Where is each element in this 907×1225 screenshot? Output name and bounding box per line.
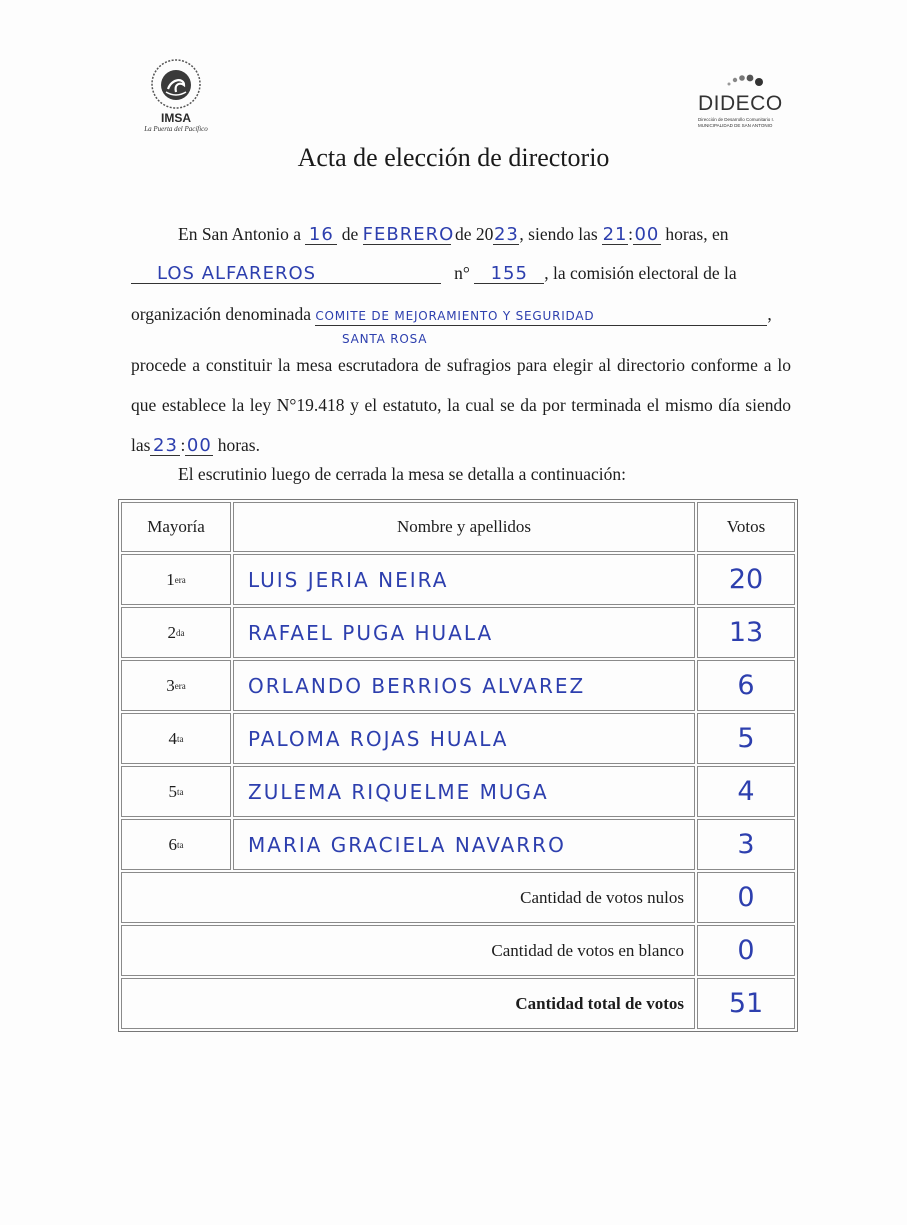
summary-value[interactable]: 0 <box>697 872 795 923</box>
candidate-name-cell[interactable]: ORLANDO BERRIOS ALVAREZ <box>233 660 695 711</box>
imsa-logo <box>128 58 224 138</box>
form-line-2: LOS ALFAREROS n° 155 , la comisión electoral de la <box>131 263 791 284</box>
header-name: Nombre y apellidos <box>233 502 695 552</box>
candidate-name-cell[interactable]: LUIS JERIA NEIRA <box>233 554 695 605</box>
votes-cell[interactable]: 3 <box>697 819 795 870</box>
organization-name-line-2: SANTA ROSA <box>342 332 428 346</box>
header-votes: Votos <box>697 502 795 552</box>
dideco-logo-name: DIDECO <box>698 92 783 115</box>
street-field[interactable]: LOS ALFAREROS <box>131 264 441 284</box>
dideco-dots-icon <box>725 72 765 92</box>
month-field[interactable]: FEBRERO <box>362 224 455 245</box>
votes-cell[interactable]: 6 <box>697 660 795 711</box>
candidate-name-cell[interactable]: RAFAEL PUGA HUALA <box>233 607 695 658</box>
candidate-name-cell[interactable]: PALOMA ROJAS HUALA <box>233 713 695 764</box>
summary-value[interactable]: 51 <box>697 978 795 1029</box>
summary-label: Cantidad total de votos <box>121 978 695 1029</box>
candidate-name-cell[interactable]: ZULEMA RIQUELME MUGA <box>233 766 695 817</box>
summary-value[interactable]: 0 <box>697 925 795 976</box>
imsa-logo-name: IMSA <box>161 111 191 125</box>
header-rank: Mayoría <box>121 502 231 552</box>
table-intro: El escrutinio luego de cerrada la mesa se detalla a continuación: <box>178 464 627 484</box>
year-field[interactable]: 23 <box>493 224 519 245</box>
end-hour-field[interactable]: 23 <box>150 436 180 456</box>
document-title: Acta de elección de directorio <box>297 143 610 172</box>
end-minute-field[interactable]: 00 <box>186 435 212 456</box>
rank-cell: 4 ta <box>121 713 231 764</box>
votes-cell[interactable]: 13 <box>697 607 795 658</box>
form-line-3: organización denominada COMITE DE MEJORAMIENTO Y SEGURIDAD , <box>131 304 772 324</box>
candidate-name-cell[interactable]: MARIA GRACIELA NAVARRO <box>233 819 695 870</box>
rank-cell: 2 da <box>121 607 231 658</box>
rank-cell: 3 era <box>121 660 231 711</box>
results-table <box>118 499 798 1032</box>
rank-cell: 5 ta <box>121 766 231 817</box>
dideco-logo-subtitle: Dirección de Desarrollo Comunitario I. MUNICIPALIDAD DE SAN ANTONIO <box>698 117 775 128</box>
summary-label: Cantidad de votos en blanco <box>121 925 695 976</box>
votes-cell[interactable]: 20 <box>697 554 795 605</box>
rank-cell: 6 ta <box>121 819 231 870</box>
votes-cell[interactable]: 5 <box>697 713 795 764</box>
summary-label: Cantidad de votos nulos <box>121 872 695 923</box>
imsa-seal-icon <box>150 58 202 110</box>
form-paragraph: procede a constituir la mesa escrutadora de sufragios para elegir al directorio conforme a lo que establece la ley N°19.418 y el estatuto, la cual se da por terminada el mismo día siendo las 23 :00 horas. <box>131 355 791 456</box>
start-minute-field[interactable]: 00 <box>634 224 660 245</box>
votes-cell[interactable]: 4 <box>697 766 795 817</box>
start-hour-field[interactable]: 21 <box>602 224 628 245</box>
street-number-field[interactable]: 155 <box>474 264 544 284</box>
organization-name-field[interactable]: COMITE DE MEJORAMIENTO Y SEGURIDAD <box>315 305 767 326</box>
day-field[interactable]: 16 <box>305 225 337 245</box>
dideco-logo <box>690 72 790 132</box>
imsa-logo-tagline: La Puerta del Pacífico <box>144 125 208 133</box>
form-line-1: En San Antonio a 16 de FEBRERO de 2023, siendo las 21:00 horas, en <box>178 224 729 245</box>
rank-cell: 1 era <box>121 554 231 605</box>
